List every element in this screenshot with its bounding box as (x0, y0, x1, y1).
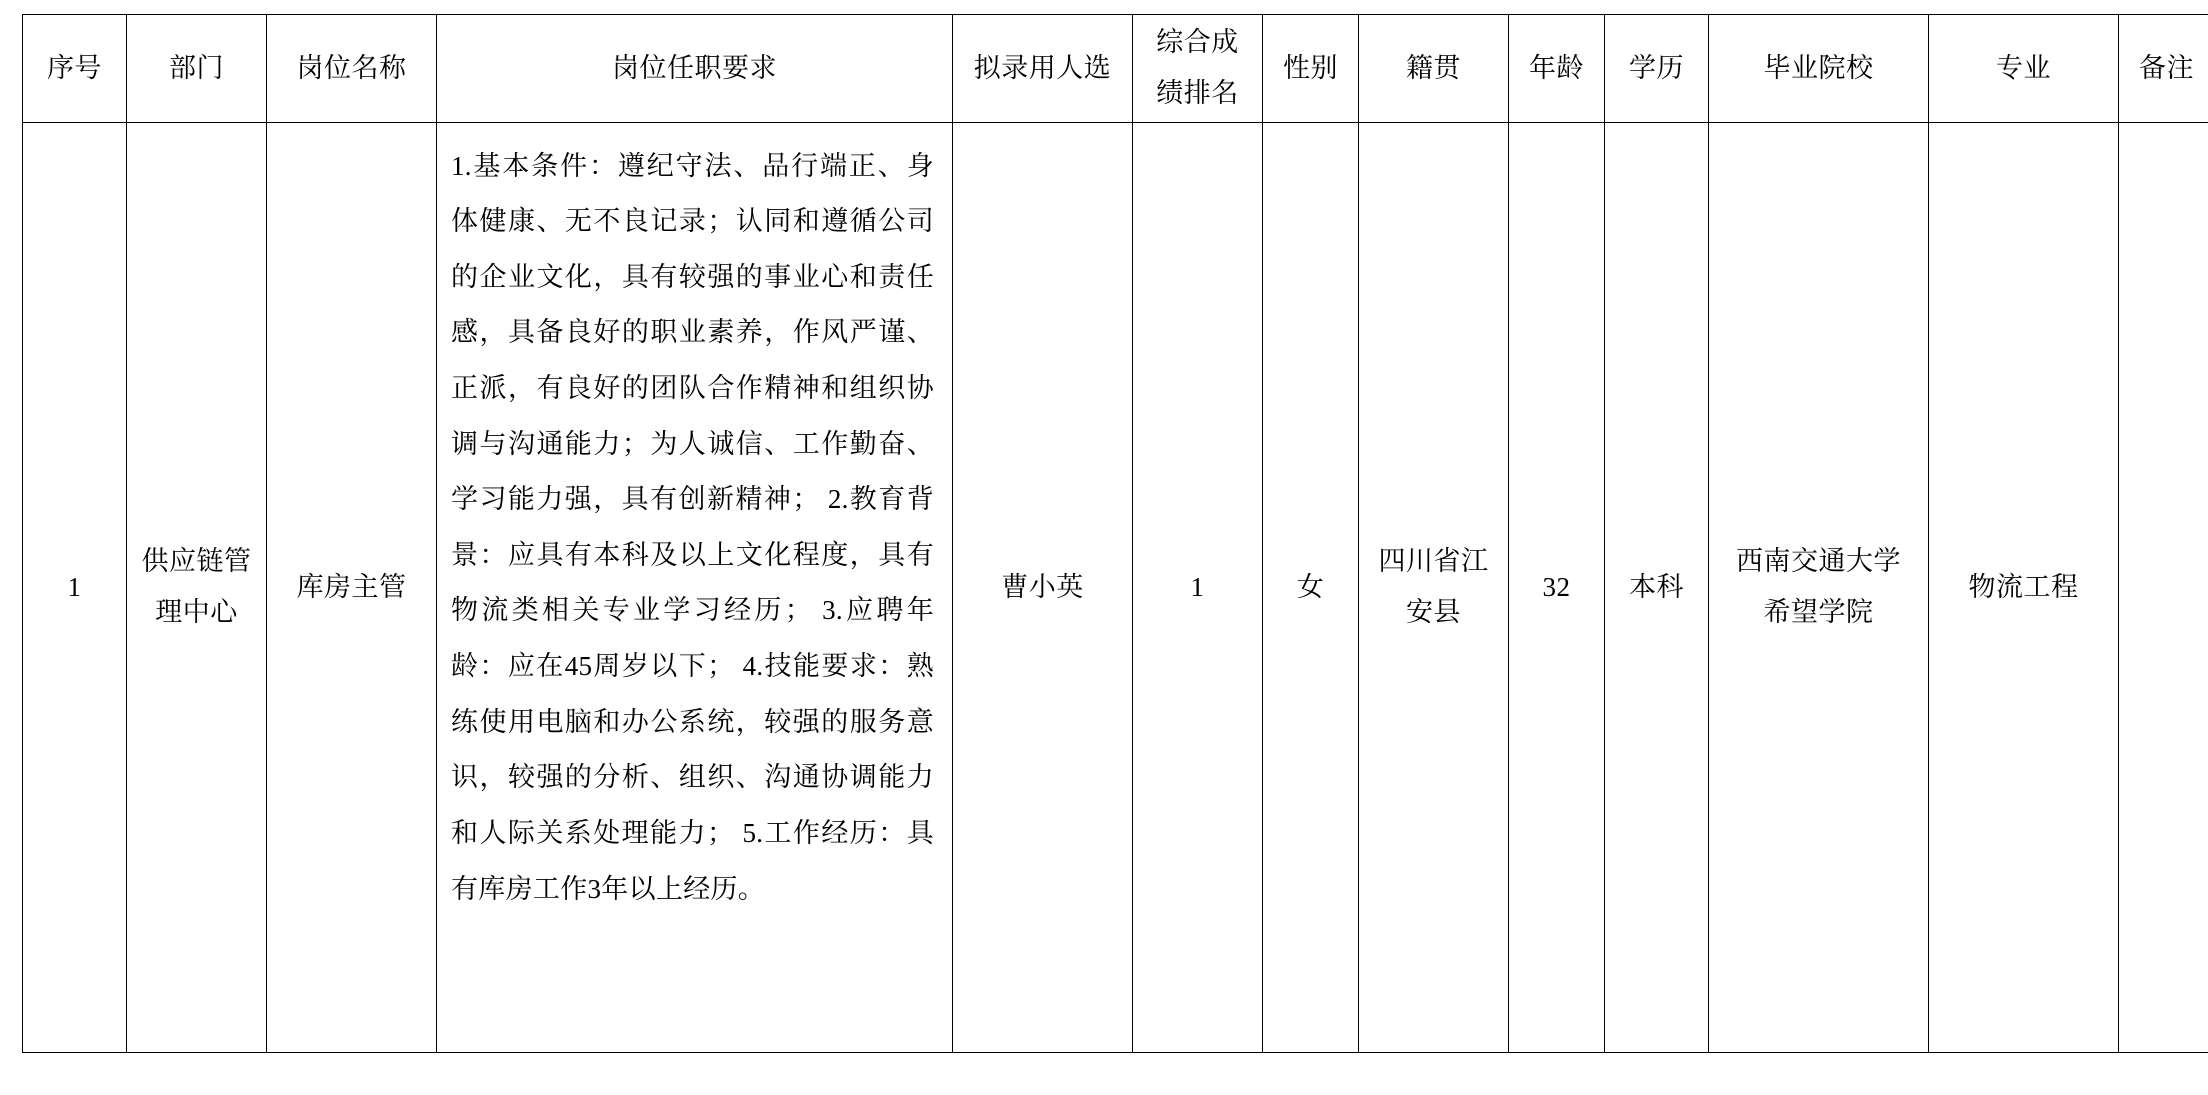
cell-department (127, 122, 267, 1052)
column-header-department: 部门 (127, 15, 267, 123)
cell-department-line2: 理中心 (155, 597, 238, 628)
cell-school-line2: 希望学院 (1763, 597, 1874, 628)
cell-native-place (1359, 122, 1509, 1052)
column-header-seq: 序号 (23, 15, 127, 123)
column-header-requirements: 岗位任职要求 (437, 15, 953, 123)
cell-native-place-line2: 安县 (1406, 597, 1461, 628)
column-header-candidate: 拟录用人选 (953, 15, 1133, 123)
column-header-major: 专业 (1929, 15, 2119, 123)
cell-gender: 女 (1263, 122, 1359, 1052)
column-header-education: 学历 (1605, 15, 1709, 123)
column-header-rank-line2: 绩排名 (1156, 78, 1239, 109)
column-header-position: 岗位名称 (267, 15, 437, 123)
table-header-row (23, 15, 2208, 123)
cell-native-place-line1: 四川省江 (1378, 545, 1489, 576)
recruitment-table (22, 14, 2208, 1053)
column-header-gender: 性别 (1263, 15, 1359, 123)
cell-major: 物流工程 (1929, 122, 2119, 1052)
column-header-native-place: 籍贯 (1359, 15, 1509, 123)
cell-candidate: 曹小英 (953, 122, 1133, 1052)
cell-position: 库房主管 (267, 122, 437, 1052)
column-header-rank (1133, 15, 1263, 123)
column-header-school: 毕业院校 (1709, 15, 1929, 123)
column-header-age: 年龄 (1509, 15, 1605, 123)
cell-rank: 1 (1133, 122, 1263, 1052)
cell-remark (2119, 122, 2208, 1052)
cell-seq: 1 (23, 122, 127, 1052)
cell-age: 32 (1509, 122, 1605, 1052)
cell-school (1709, 122, 1929, 1052)
column-header-remark: 备注 (2119, 15, 2208, 123)
cell-school-line1: 西南交通大学 (1736, 545, 1901, 576)
table-row (23, 122, 2208, 1052)
cell-department-line1: 供应链管 (141, 545, 252, 576)
cell-education: 本科 (1605, 122, 1709, 1052)
table-header (23, 15, 2208, 123)
cell-requirements: 1.基本条件：遵纪守法、品行端正、身体健康、无不良记录；认同和遵循公司的企业文化，具有较强的事业心和责任感，具备良好的职业素养，作风严谨、正派，有良好的团队合作精神和组织协调与沟通能力；为人诚信、工作勤奋、学习能力强，具有创新精神； 2.教育背景：应具有本科及以上文化程度，具有物流类相关专业学习经历； 3.应聘年龄：应在45周岁以下； 4.技能要求：熟练使用电脑和办公系统，较强的服务意识，较强的分析、组织、沟通协调能力和人际关系处理能力； 5.工作经历：具有库房工作3年以上经历。 (437, 122, 953, 1052)
column-header-rank-line1: 综合成 (1156, 27, 1239, 57)
table-body (23, 122, 2208, 1052)
